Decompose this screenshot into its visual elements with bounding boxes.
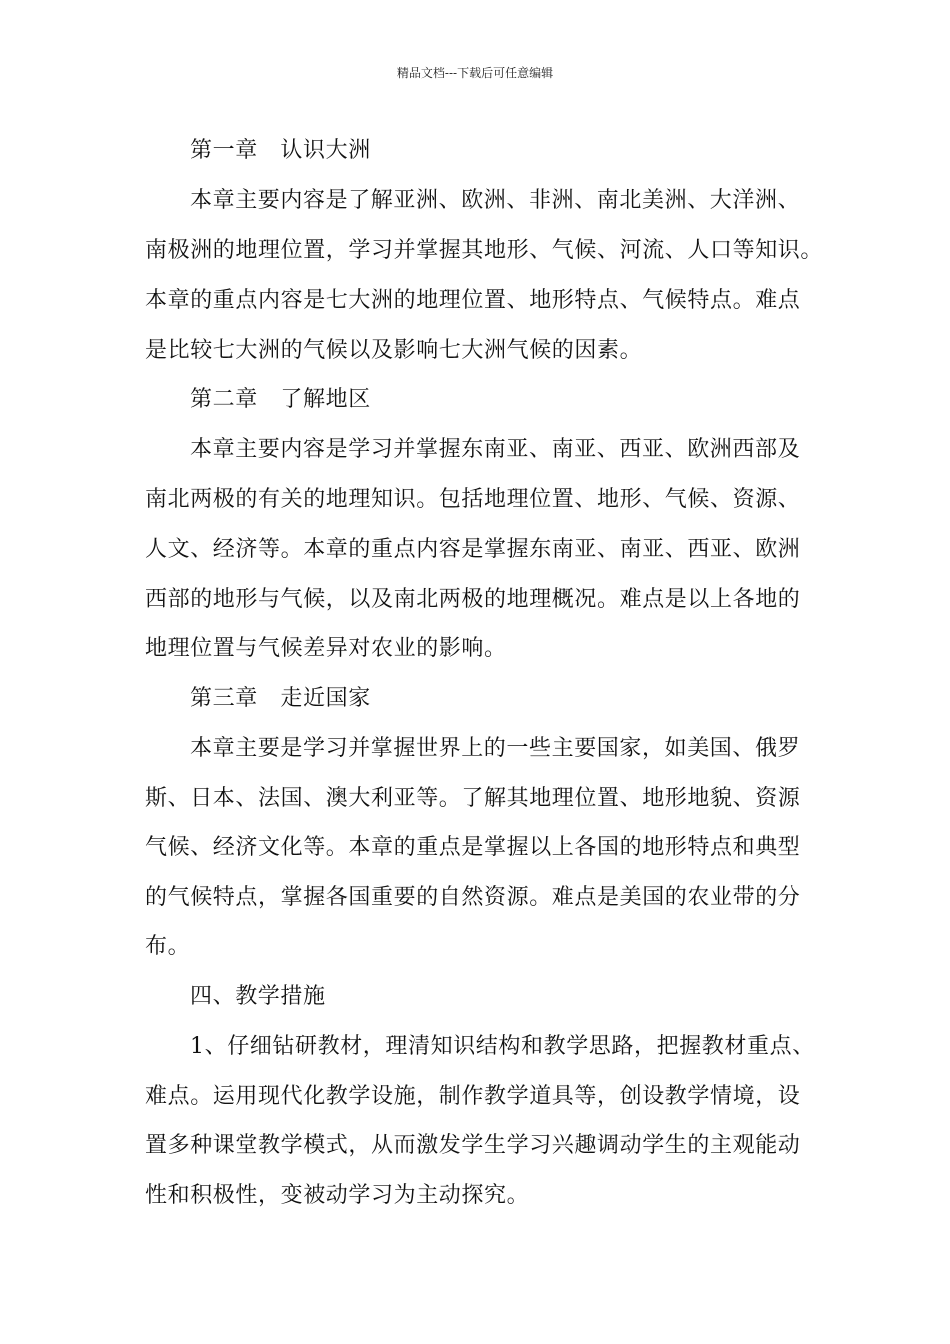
paragraph-line: 西部的地形与气候，以及南北两极的地理概况。难点是以上各地的 (145, 587, 801, 612)
paragraph-line: 本章主要内容是学习并掌握东南亚、南亚、西亚、欧洲西部及 (190, 437, 801, 462)
chapter-2-heading: 第二章 了解地区 (190, 387, 371, 412)
paragraph-line: 斯、日本、法国、澳大利亚等。了解其地理位置、地形地貌、资源 (145, 786, 801, 811)
section-4-heading: 四、教学措施 (190, 984, 326, 1009)
paragraph-line: 的气候特点，掌握各国重要的自然资源。难点是美国的农业带的分 (145, 885, 801, 910)
paragraph-line: 1、仔细钻研教材，理清知识结构和教学思路，把握教材重点、 (190, 1034, 815, 1059)
paragraph-line: 地理位置与气候差异对农业的影响。 (145, 636, 507, 661)
chapter-3-heading: 第三章 走近国家 (190, 686, 371, 711)
paragraph-line: 气候、经济文化等。本章的重点是掌握以上各国的地形特点和典型 (145, 835, 801, 860)
paragraph-line: 是比较七大洲的气候以及影响七大洲气候的因素。 (145, 338, 643, 363)
paragraph-line: 性和积极性，变被动学习为主动探究。 (145, 1183, 530, 1208)
paragraph-line: 布。 (145, 934, 191, 959)
chapter-1-heading: 第一章 认识大洲 (190, 138, 371, 163)
paragraph-line: 本章的重点内容是七大洲的地理位置、地形特点、气候特点。难点 (145, 288, 801, 313)
paragraph-line: 人文、经济等。本章的重点内容是掌握东南亚、南亚、西亚、欧洲 (145, 537, 801, 562)
paragraph-line: 南北两极的有关的地理知识。包括地理位置、地形、气候、资源、 (145, 487, 801, 512)
paragraph-line: 南极洲的地理位置，学习并掌握其地形、气候、河流、人口等知识。 (145, 238, 824, 263)
paragraph-line: 难点。运用现代化教学设施，制作教学道具等，创设教学情境，设 (145, 1084, 801, 1109)
paragraph-line: 置多种课堂教学模式，从而激发学生学习兴趣调动学生的主观能动 (145, 1133, 801, 1158)
paragraph-line: 本章主要是学习并掌握世界上的一些主要国家，如美国、俄罗 (190, 736, 801, 761)
page-header: 精品文档---下载后可任意编辑 (396, 66, 554, 80)
paragraph-line: 本章主要内容是了解亚洲、欧洲、非洲、南北美洲、大洋洲、 (190, 188, 801, 213)
